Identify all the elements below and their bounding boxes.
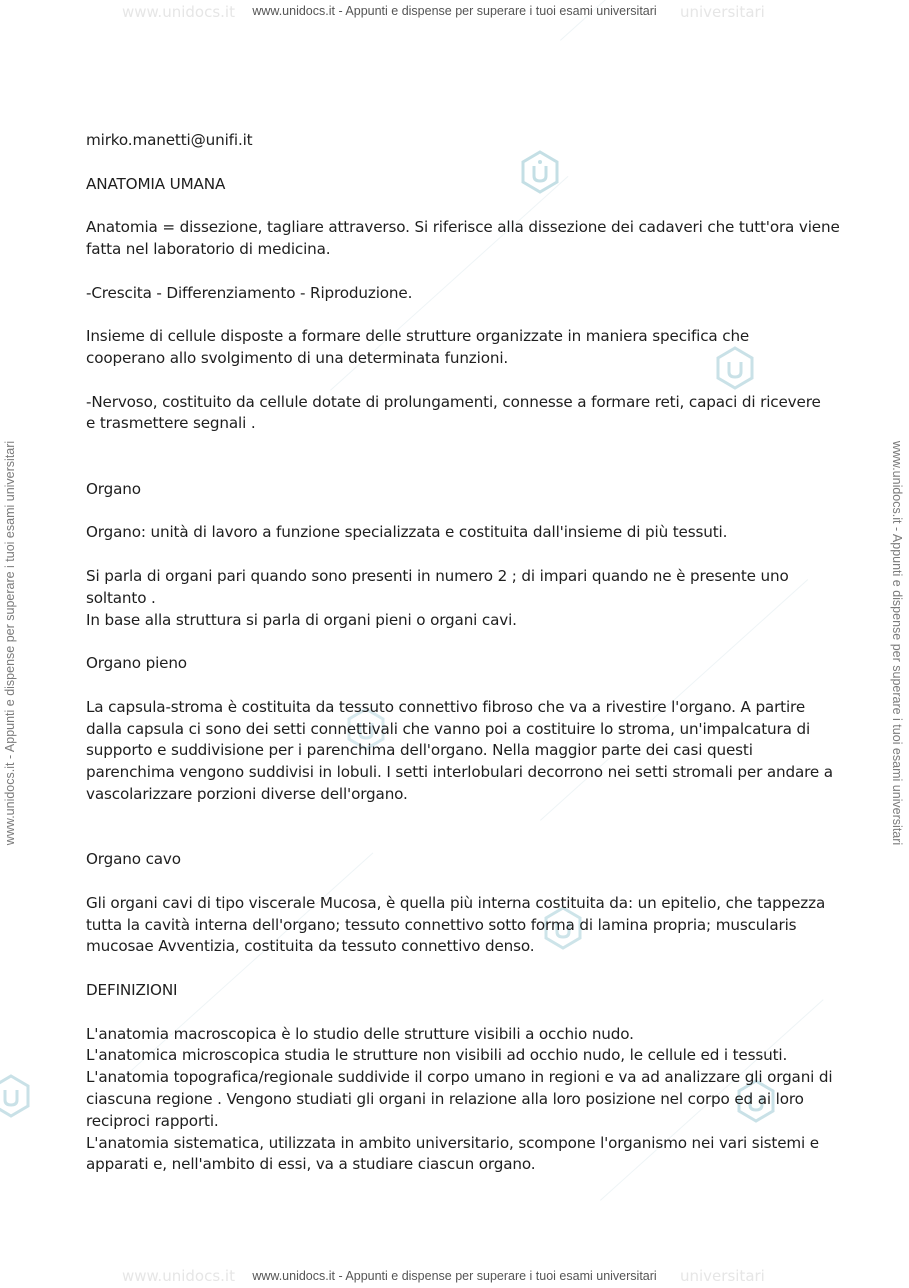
paragraph-line: soltanto . [86,588,156,607]
paragraph-line: fatta nel laboratorio di medicina. [86,239,331,258]
paragraph-line: La capsula-stroma è costituita da tessuto connettivo fibroso che va a rivestire l'organo. A partire [86,697,806,716]
paragraph-line: dalla capsula ci sono dei setti connettivali che vanno poi a costituire lo stroma, un'impalcatura di [86,719,811,738]
paragraph-line: ciascuna regione . Vengono studiati gli organi in relazione alla loro posizione nel corpo ed ai loro [86,1090,804,1109]
paragraph-line: e trasmettere segnali . [86,414,256,433]
paragraph-line: reciproci rapporti. [86,1111,219,1130]
paragraph-line: vascolarizzare porzioni diverse dell'organo. [86,784,408,803]
paragraph-line: cooperano allo svolgimento di una determinata funzioni. [86,348,509,367]
paragraph-line: -Crescita - Differenziamento - Riproduzione. [86,283,413,302]
header-ghost-right: universitari [680,3,765,21]
paragraph-line: tutta la cavità interna dell'organo; tessuto connettivo sotto forma di lamina propria; muscularis [86,915,797,934]
right-side-watermark-text: www.unidocs.it - Appunti e dispense per superare i tuoi esami universitari [890,440,904,846]
paragraph-line: supporto e suddivisione per i parenchima dell'organo. Nella maggior parte dei casi questi [86,741,753,760]
header-ghost-left: www.unidocs.it [122,3,235,21]
paragraph-line: L'anatomia topografica/regionale suddivide il corpo umano in regioni e va ad analizzare gli organi di [86,1068,833,1087]
unidocs-logo-icon [0,1073,34,1119]
footer-ghost-left: www.unidocs.it [122,1267,235,1285]
footer-watermark [0,1264,909,1288]
author-email: mirko.manetti@unifi.it [86,131,253,149]
paragraph-line: L'anatomia macroscopica è lo studio delle strutture visibili a occhio nudo. [86,1024,634,1043]
document-body [86,130,840,1176]
header-watermark-text: www.unidocs.it - Appunti e dispense per superare i tuoi esami universitari [252,4,657,18]
left-side-watermark-text: www.unidocs.it - Appunti e dispense per superare i tuoi esami universitari [3,440,17,846]
paragraph-line: In base alla struttura si parla di organi pieni o organi cavi. [86,610,517,629]
paragraph-line: Gli organi cavi di tipo viscerale Mucosa, è quella più interna costituita da: un epitelio, che tappezza [86,893,826,912]
section-heading: Organo cavo [86,850,181,869]
section-heading: Organo [86,479,141,498]
footer-ghost-right: universitari [680,1267,765,1285]
paragraph-line: Anatomia = dissezione, tagliare attraverso. Si riferisce alla dissezione dei cadaveri che tutt'ora viene [86,218,840,237]
paragraph-line: apparati e, nell'ambito di essi, va a studiare ciascun organo. [86,1155,536,1174]
paragraph-line: -Nervoso, costituito da cellule dotate di prolungamenti, connesse a formare reti, capaci di ricevere [86,392,821,411]
paragraph-line: Organo: unità di lavoro a funzione specializzata e costituita dall'insieme di più tessuti. [86,523,728,542]
paragraph-line: Insieme di cellule disposte a formare delle strutture organizzate in maniera specifica che [86,327,750,346]
left-side-watermark [3,441,17,845]
section-heading: Organo pieno [86,654,187,673]
header-watermark [0,0,909,24]
paragraph-line: Si parla di organi pari quando sono presenti in numero 2 ; di impari quando ne è presente uno [86,566,789,585]
paragraph-line: L'anatomia sistematica, utilizzata in ambito universitario, scompone l'organismo nei vari sistemi e [86,1133,819,1152]
paragraph-line: mucosae Avventizia, costituita da tessuto connettivo denso. [86,937,535,956]
footer-watermark-text: www.unidocs.it - Appunti e dispense per superare i tuoi esami universitari [252,1269,657,1283]
document-title: ANATOMIA UMANA [86,174,226,193]
section-heading: DEFINIZIONI [86,981,178,1000]
paragraph-line: parenchima vengono suddivisi in lobuli. I setti interlobulari decorrono nei setti stromali per andare a [86,763,833,782]
paragraph-line: L'anatomica microscopica studia le strutture non visibili ad occhio nudo, le cellule ed i tessuti. [86,1046,788,1065]
right-side-watermark [890,441,904,845]
